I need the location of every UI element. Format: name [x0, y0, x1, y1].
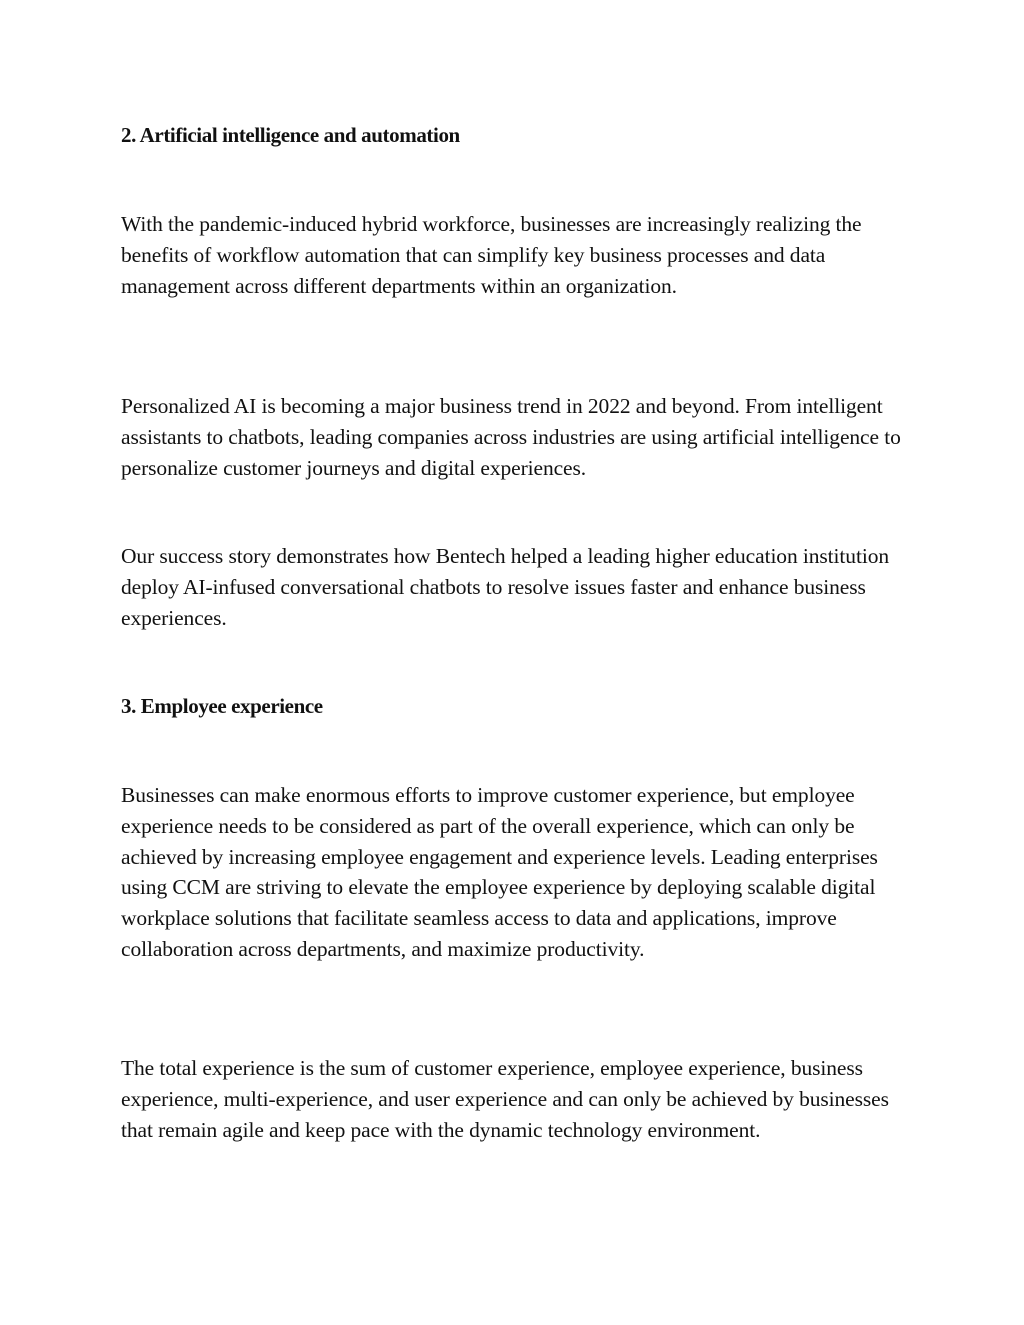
paragraph-success-story: Our success story demonstrates how Bentech helped a leading higher education institution deploy AI-infused conversational chatbots to resolve issues faster and enhance business experiences. [121, 544, 889, 630]
paragraph-total-experience: The total experience is the sum of customer experience, employee experience, business experience, multi-experience, and user experience and can only be achieved by businesses that remain agile and keep pace with the dynamic technology environment. [121, 1056, 889, 1142]
section-heading-ai-automation: 2. Artificial intelligence and automation [121, 123, 460, 147]
paragraph-personalized-ai: Personalized AI is becoming a major business trend in 2022 and beyond. From intelligent assistants to chatbots, leading companies across industries are using artificial intelligence to personalize customer journeys and digital experiences. [121, 394, 901, 480]
paragraph-workflow-automation: With the pandemic-induced hybrid workforce, businesses are increasingly realizing the benefits of workflow automation that can simplify key business processes and data management across different departments within an organization. [121, 212, 862, 298]
section-heading-employee-experience: 3. Employee experience [121, 694, 323, 718]
paragraph-employee-experience: Businesses can make enormous efforts to improve customer experience, but employee experience needs to be considered as part of the overall experience, which can only be achieved by increasing employee engagement and experience levels. Leading enterprises using CCM are striving to elevate the employee experience by deploying scalable digital workplace solutions that facilitate seamless access to data and applications, improve collaboration across departments, and maximize productivity. [121, 783, 878, 961]
